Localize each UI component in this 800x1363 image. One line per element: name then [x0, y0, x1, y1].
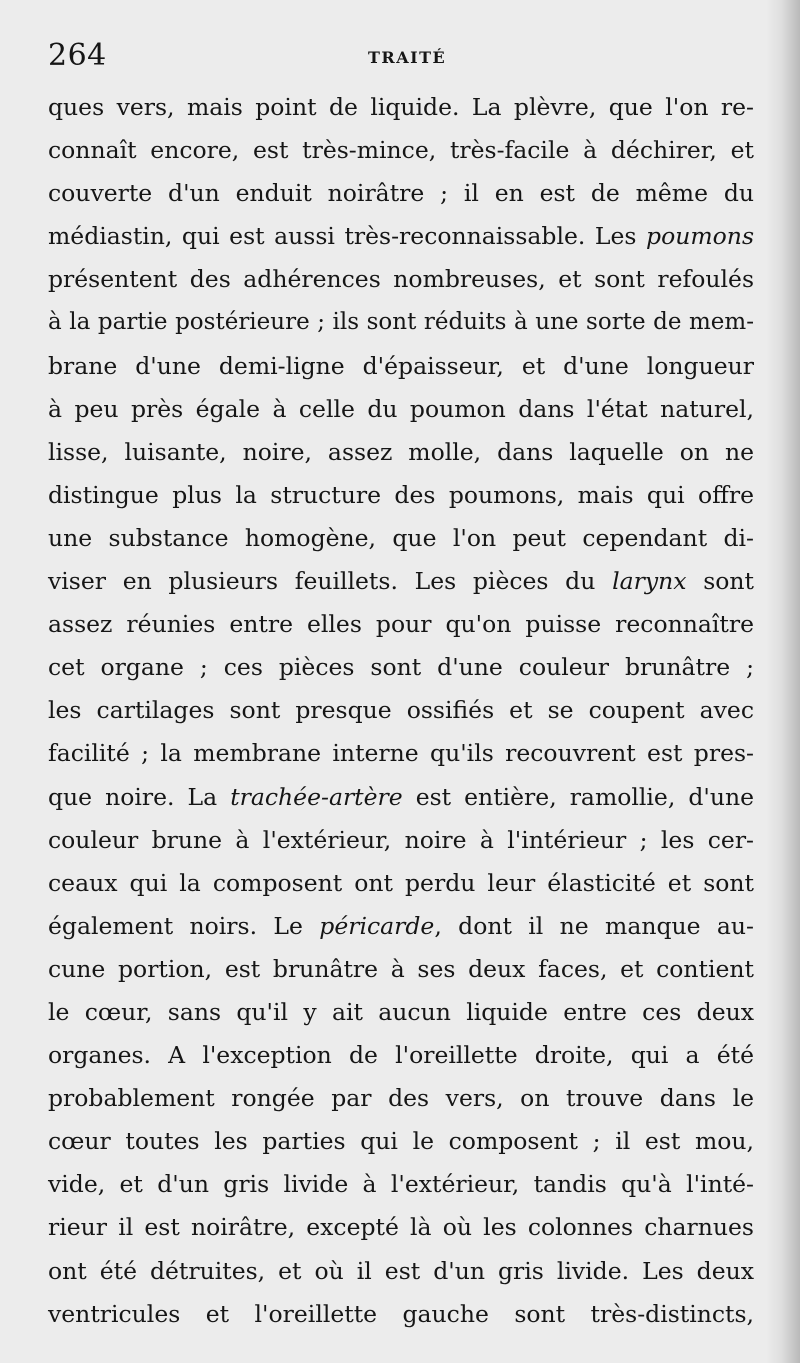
text-run: ceaux qui la composent ont perdu leur élasticité et sont: [48, 868, 754, 897]
page-edge-shadow: [766, 0, 800, 1363]
text-run: sont: [686, 567, 754, 596]
italic-term: poumons: [646, 222, 754, 251]
text-line: [48, 1250, 754, 1293]
italic-term: larynx: [612, 567, 687, 596]
text-run: couleur brune à l'extérieur, noire à l'intérieur ; les cer-: [48, 825, 754, 854]
running-title: TRAITÉ: [368, 48, 447, 67]
text-line: [48, 819, 754, 862]
text-line: [48, 1163, 754, 1206]
text-run: à peu près égale à celle du poumon dans l'état naturel,: [48, 394, 754, 423]
text-run: brane d'une demi-ligne d'épaisseur, et d'une longueur: [48, 351, 754, 380]
text-run: connaît encore, est très-mince, très-facile à déchirer, et: [48, 136, 754, 165]
italic-term: trachée-artère: [230, 782, 403, 811]
page-header: [48, 38, 752, 78]
text-run: rieur il est noirâtre, excepté là où les colonnes charnues: [48, 1213, 754, 1242]
text-run: organes. A l'exception de l'oreillette droite, qui a été: [48, 1041, 754, 1070]
text-line: [48, 732, 754, 775]
text-run: lisse, luisante, noire, assez molle, dans laquelle on ne: [48, 437, 754, 466]
text-run: distingue plus la structure des poumons, mais qui offre: [48, 480, 754, 509]
text-run: cet organe ; ces pièces sont d'une couleur brunâtre ;: [48, 653, 754, 682]
text-run: les cartilages sont presque ossifiés et se coupent avec: [48, 696, 754, 725]
text-run: ques vers, mais point de liquide. La plèvre, que l'on re-: [48, 93, 754, 121]
text-run: une substance homogène, que l'on peut cependant di-: [48, 523, 754, 552]
text-line: [48, 345, 754, 388]
text-line: [48, 689, 754, 732]
text-run: viser en plusieurs feuillets. Les pièces du: [48, 567, 613, 596]
text-line: [48, 431, 754, 474]
text-line: [48, 215, 754, 258]
text-line: [48, 905, 754, 948]
text-run: est entière, ramollie, d'une: [402, 782, 755, 811]
body-text: [48, 86, 754, 1336]
text-line: [48, 948, 754, 991]
text-line: [48, 172, 754, 215]
text-run: médiastin, qui est aussi très-reconnaissable. Les: [48, 222, 647, 251]
text-run: que noire. La: [48, 782, 231, 811]
text-run: également noirs. Le: [48, 911, 320, 940]
text-run: ont été détruites, et où il est d'un gris livide. Les deux: [48, 1256, 754, 1285]
text-line: [48, 991, 754, 1034]
text-run: cœur toutes les parties qui le composent ; il est mou,: [48, 1127, 754, 1156]
text-run: présentent des adhérences nombreuses, et sont refoulés: [48, 265, 754, 294]
text-run: facilité ; la membrane interne qu'ils recouvrent est pres-: [48, 739, 754, 768]
text-line: [48, 1206, 754, 1249]
text-line: [48, 603, 754, 646]
text-line: [48, 86, 754, 129]
text-run: couverte d'un enduit noirâtre ; il en est de même du: [48, 179, 754, 208]
text-line: [48, 1293, 754, 1336]
text-line: [48, 258, 754, 301]
text-line: [48, 474, 754, 517]
page-number: 264: [48, 38, 107, 73]
text-line: [48, 517, 754, 560]
text-run: , dont il ne manque au-: [434, 911, 755, 940]
text-line: [48, 301, 754, 344]
text-line: [48, 1120, 754, 1163]
text-line: [48, 646, 754, 689]
text-run: à la partie postérieure ; ils sont réduits à une sorte de mem-: [48, 309, 754, 336]
text-line: [48, 862, 754, 905]
text-line: [48, 560, 754, 603]
text-line: [48, 1034, 754, 1077]
text-run: assez réunies entre elles pour qu'on puisse reconnaître: [48, 610, 754, 639]
text-line: [48, 776, 754, 819]
text-run: probablement rongée par des vers, on trouve dans le: [48, 1084, 754, 1113]
italic-term: péricarde: [319, 911, 435, 940]
text-line: [48, 129, 754, 172]
text-run: le cœur, sans qu'il y ait aucun liquide entre ces deux: [48, 997, 754, 1026]
text-line: [48, 388, 754, 431]
text-line: [48, 1077, 754, 1120]
text-run: cune portion, est brunâtre à ses deux faces, et contient: [48, 954, 754, 983]
text-run: vide, et d'un gris livide à l'extérieur, tandis qu'à l'inté-: [48, 1170, 754, 1199]
text-run: ventricules et l'oreillette gauche sont très-distincts,: [48, 1299, 754, 1328]
